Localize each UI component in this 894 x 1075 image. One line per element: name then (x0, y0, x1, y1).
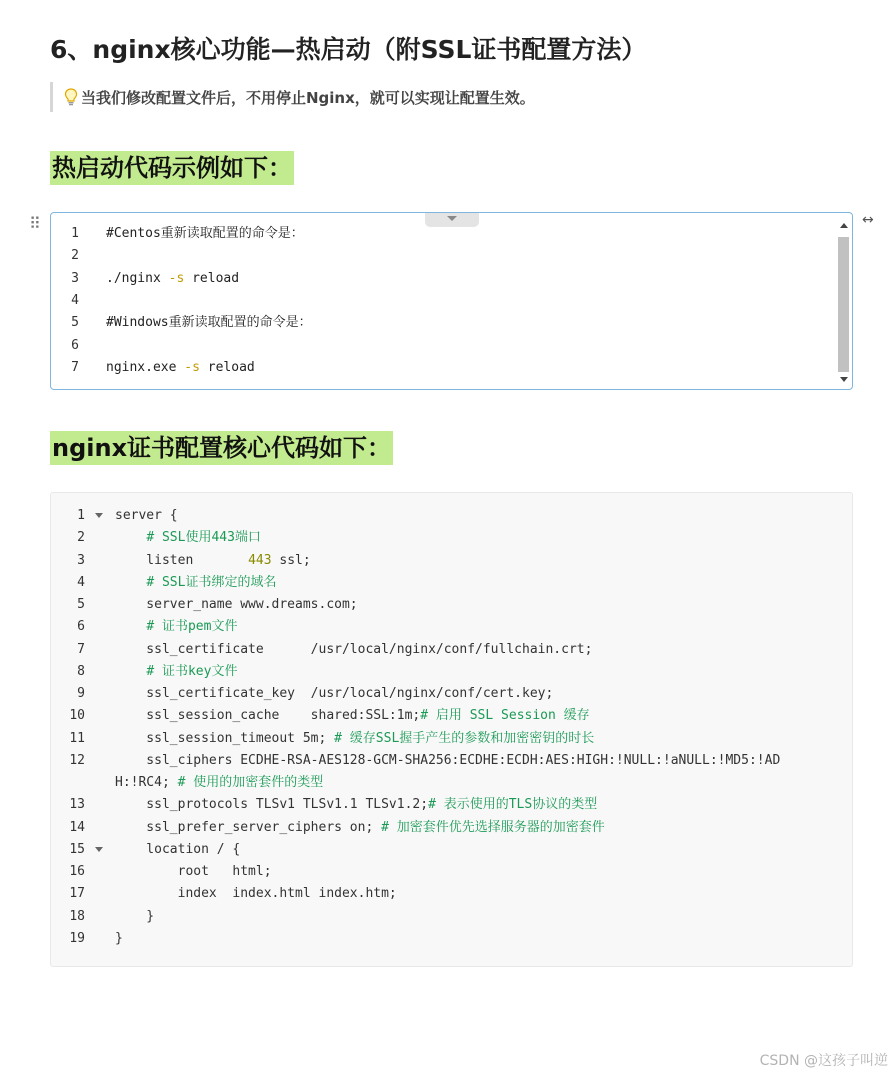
line-number: 14 (69, 819, 85, 835)
section-heading-hot-restart: 热启动代码示例如下： (50, 151, 294, 185)
line-number: 13 (69, 797, 85, 813)
code-text: # 证书key文件 (146, 663, 238, 679)
line-number: 2 (71, 248, 79, 264)
section-heading-ssl-config: nginx证书配置核心代码如下： (50, 431, 393, 465)
expand-width-icon[interactable]: ↔ (862, 212, 874, 228)
code-text: ssl_protocols TLSv1 TLSv1.1 TLSv1.2;# 表示使用的TLS协议的类型 (115, 797, 598, 813)
scrollbar-thumb[interactable] (838, 237, 849, 372)
scroll-up-arrow-icon[interactable] (840, 223, 848, 228)
tip-blockquote (50, 82, 535, 112)
line-number: 10 (69, 708, 85, 724)
fold-arrow-icon[interactable] (95, 513, 103, 518)
line-number: 7 (71, 359, 79, 375)
code-text: ssl_certificate_key /usr/local/nginx/conf/cert.key; (115, 686, 554, 701)
article-title: 6、nginx核心功能—热启动（附SSL证书配置方法） (50, 35, 647, 64)
code-text: ssl_prefer_server_ciphers on; # 加密套件优先选择服务器的加密套件 (115, 819, 605, 835)
line-number: 4 (71, 292, 79, 308)
code-text: } (115, 930, 123, 946)
line-number: 4 (77, 574, 85, 590)
vertical-scrollbar[interactable] (836, 219, 851, 384)
line-number: 6 (71, 337, 79, 353)
scroll-down-arrow-icon[interactable] (840, 377, 848, 382)
line-number: 5 (77, 597, 85, 612)
code-text: server { (115, 508, 178, 523)
collapse-code-tab[interactable] (425, 212, 479, 227)
code-block-hot-restart[interactable] (50, 212, 853, 390)
line-number: 11 (69, 730, 85, 746)
code-text: ssl_certificate /usr/local/nginx/conf/fullchain.crt; (115, 641, 593, 657)
code-text: ssl_ciphers ECDHE-RSA-AES128-GCM-SHA256:ECDHE:ECDH:AES:HIGH:!NULL:!aNULL:!MD5:!AD (115, 752, 781, 768)
tip-text: 当我们修改配置文件后，不用停止Nginx，就可以实现让配置生效。 (81, 88, 535, 107)
code-text: # SSL证书绑定的域名 (146, 574, 277, 590)
line-number: 1 (71, 226, 79, 241)
line-number: 15 (69, 841, 85, 857)
code-text: root html; (115, 864, 272, 879)
code-block-ssl-config[interactable] (50, 492, 853, 967)
csdn-watermark: CSDN @这孩子叫逆 (759, 1053, 888, 1069)
fold-arrow-icon[interactable] (95, 847, 103, 852)
code-text: #Windows重新读取配置的命令是： (106, 315, 312, 331)
code-text: # SSL使用443端口 (146, 530, 261, 546)
code-text: location / { (115, 841, 241, 857)
line-number: 17 (69, 886, 85, 902)
code-text: H:!RC4; # 使用的加密套件的类型 (115, 775, 324, 790)
line-number: 3 (71, 270, 79, 286)
drag-handle-icon[interactable]: ⠿ (29, 214, 41, 233)
line-number: 5 (71, 315, 79, 331)
code-text: ssl_session_cache shared:SSL:1m;# 启用 SSL Session 缓存 (115, 708, 590, 724)
lightbulb-icon (63, 88, 79, 106)
code-text: index index.html index.htm; (115, 886, 397, 902)
code-text: #Centos重新读取配置的命令是： (106, 226, 304, 241)
line-number: 16 (69, 864, 85, 879)
code-text: server_name www.dreams.com; (115, 597, 358, 612)
code-text: nginx.exe -s reload (106, 359, 255, 375)
line-number: 12 (69, 752, 85, 768)
code-text: # 证书pem文件 (146, 619, 238, 635)
code-text: ./nginx -s reload (106, 270, 240, 286)
code-text: } (115, 908, 155, 924)
line-number: 6 (77, 619, 85, 635)
line-number: 3 (77, 552, 85, 568)
line-number: 2 (77, 530, 85, 546)
code-text: listen 443 ssl; (115, 552, 311, 568)
code-text: ssl_session_timeout 5m; # 缓存SSL握手产生的参数和加密密钥的时长 (115, 730, 595, 746)
line-number: 18 (69, 908, 85, 924)
line-number: 9 (77, 686, 85, 701)
line-number: 8 (77, 663, 85, 679)
line-number: 7 (77, 641, 85, 657)
line-number: 1 (77, 508, 85, 523)
line-number: 19 (69, 930, 85, 946)
